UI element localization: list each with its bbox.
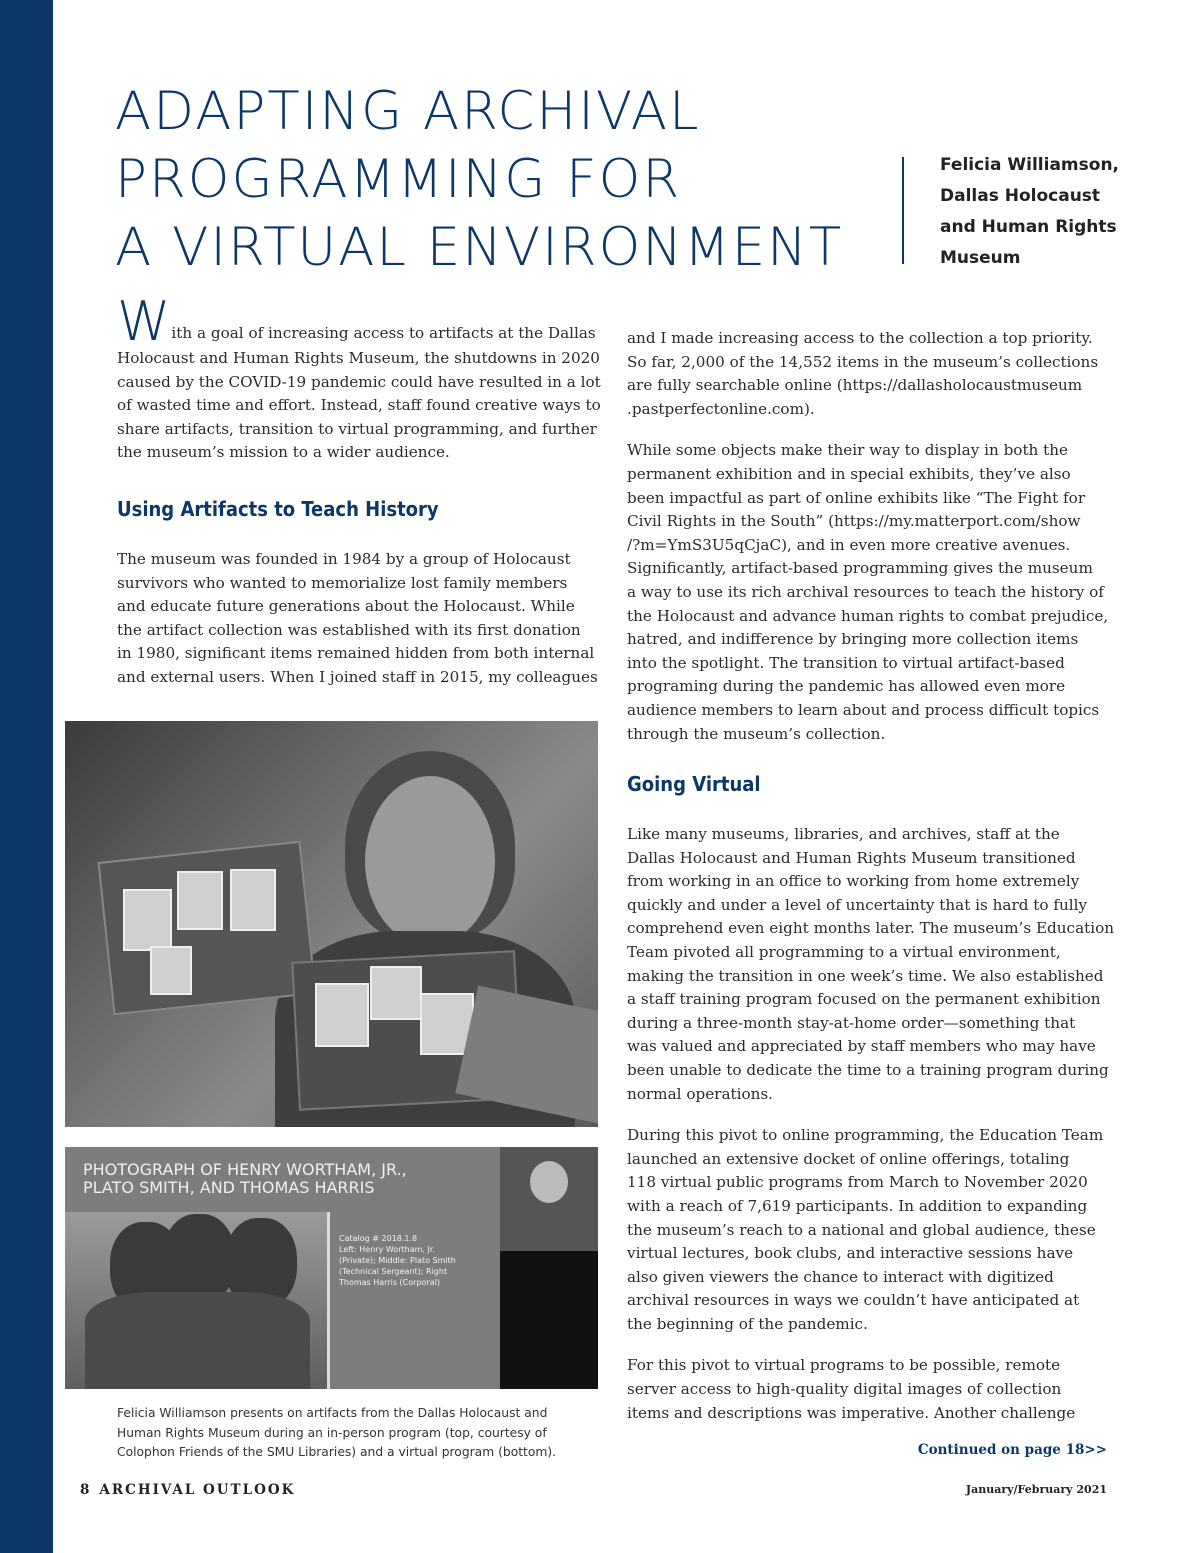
- right-column-lower: [627, 823, 1115, 1443]
- virtual-program-screenshot: [65, 1147, 598, 1389]
- text-line: with a reach of 7,619 participants. In addition to expanding: [627, 1196, 1088, 1215]
- text-line: normal operations.: [627, 1084, 774, 1103]
- title-divider: [902, 157, 904, 264]
- text-line: Dallas Holocaust and Human Rights Museum transitioned: [627, 848, 1076, 867]
- publication-name: ARCHIVAL OUTLOOK: [99, 1482, 296, 1498]
- in-person-program-photo: [65, 721, 598, 1127]
- text-line: the artifact collection was established with its first donation: [117, 620, 581, 639]
- slide-title: [83, 1161, 407, 1197]
- section-heading-going-virtual: Going Virtual: [627, 772, 761, 796]
- text-line: Team pivoted all programming to a virtual environment,: [627, 942, 1061, 961]
- text-line: hatred, and indifference by bringing more collection items: [627, 630, 1079, 649]
- figure-caption: Felicia Williamson presents on artifacts from the Dallas Holocaust and Human Rights Museum during an in-person program (top, courtesy of Colophon Friends of the SMU Libraries) and a virtual program (bottom).: [117, 1406, 557, 1459]
- text-line: been unable to dedicate the time to a training program during: [627, 1060, 1109, 1079]
- text-line: from working in an office to working from home extremely: [627, 872, 1080, 891]
- text-line: comprehend even eight months later. The museum’s Education: [627, 919, 1115, 938]
- text-line: are fully searchable online (https://dallasholocaustmuseum: [627, 376, 1083, 395]
- text-line: virtual lectures, book clubs, and interactive sessions have: [627, 1244, 1074, 1263]
- text-line: archival resources in ways we couldn’t have anticipated at: [627, 1291, 1080, 1310]
- text-line: also given viewers the chance to interact with digitized: [627, 1267, 1054, 1286]
- programs-paragraph: [627, 1124, 1107, 1336]
- text-line: caused by the COVID-19 pandemic could have resulted in a lot: [117, 372, 601, 391]
- text-line: 118 virtual public programs from March to November 2020: [627, 1173, 1088, 1192]
- left-column-para2: [117, 548, 602, 708]
- right-column: [627, 327, 1107, 764]
- text-line: been impactful as part of online exhibits like “The Fight for: [627, 488, 1086, 507]
- text-line: The museum was founded in 1984 by a group of Holocaust: [117, 550, 571, 568]
- byline-line: Felicia Williamson,: [940, 155, 1120, 175]
- text-line: quickly and under a level of uncertainty that is hard to fully: [627, 895, 1088, 914]
- text-line: of wasted time and effort. Instead, staff found creative ways to: [117, 396, 601, 415]
- text-line: into the spotlight. The transition to virtual artifact-based: [627, 653, 1065, 672]
- text-line: programing during the pandemic has allowed even more: [627, 677, 1066, 696]
- text-line: server access to high-quality digital images of collection: [627, 1380, 1062, 1399]
- text-line: in 1980, significant items remained hidden from both internal: [117, 644, 595, 663]
- page-number: 8: [80, 1482, 92, 1498]
- title-line: PROGRAMMING FOR: [115, 149, 682, 210]
- text-line: So far, 2,000 of the 14,552 items in the museum’s collections: [627, 352, 1099, 371]
- intro-paragraph: [117, 290, 602, 465]
- text-line: Holocaust and Human Rights Museum, the shutdowns in 2020: [117, 349, 600, 367]
- text-line: the beginning of the pandemic.: [627, 1314, 868, 1333]
- section-heading-artifacts: Using Artifacts to Teach History: [117, 497, 439, 521]
- text-line: through the museum’s collection.: [627, 724, 886, 743]
- text-line: permanent exhibition and in special exhibits, they’ve also: [627, 464, 1071, 483]
- text-line: Like many museums, libraries, and archives, staff at the: [627, 825, 1060, 843]
- intro-first-line-text: ith a goal of increasing access to artifacts at the Dallas: [171, 324, 596, 342]
- text-line: a way to use its rich archival resources to teach the history of: [627, 582, 1104, 601]
- text-line: launched an extensive docket of online offerings, totaling: [627, 1149, 1070, 1168]
- transition-paragraph: [627, 823, 1115, 1106]
- soldiers-photograph: [65, 1212, 330, 1389]
- text-line: /?m=YmS3U5qCjaC), and in even more creative avenues.: [627, 535, 1071, 554]
- text-line: During this pivot to online programming, the Education Team: [627, 1126, 1104, 1145]
- title-line: A VIRTUAL ENVIRONMENT: [115, 217, 844, 278]
- slide-catalog-caption: Catalog # 2018.1.8 Left: Henry Wortham, Jr. (Private); Middle: Plato Smith (Technical Sergeant); Right Thomas Harris (Corporal): [339, 1234, 456, 1287]
- text-line: and educate future generations about the Holocaust. While: [117, 597, 575, 616]
- author-byline: [940, 150, 1140, 274]
- text-line: the museum’s mission to a wider audience.: [117, 443, 450, 462]
- article-title: [115, 78, 895, 282]
- text-line: survivors who wanted to memorialize lost family members: [117, 573, 568, 592]
- title-line: ADAPTING ARCHIVAL: [115, 81, 701, 142]
- webcam-dark-panel: [500, 1251, 598, 1389]
- text-line: and I made increasing access to the collection a top priority.: [627, 329, 1093, 347]
- text-line: While some objects make their way to display in both the: [627, 441, 1069, 460]
- footer-issue-date: January/February 2021: [965, 1483, 1107, 1496]
- text-line: was valued and appreciated by staff members who may have: [627, 1037, 1096, 1056]
- intro-first-line: [117, 290, 602, 353]
- byline-line: Dallas Holocaust: [940, 186, 1101, 206]
- left-color-band: [0, 0, 53, 1553]
- exhibits-paragraph: [627, 439, 1107, 746]
- drop-cap: W: [117, 290, 171, 353]
- left-column: [117, 290, 602, 483]
- text-line: .pastperfectonline.com).: [627, 399, 815, 418]
- access-paragraph: [627, 327, 1107, 421]
- text-line: during a three-month stay-at-home order—something that: [627, 1013, 1076, 1032]
- history-paragraph: [117, 548, 602, 690]
- byline-line: Museum: [940, 248, 1021, 268]
- slide-title-line: PLATO SMITH, AND THOMAS HARRIS: [83, 1178, 375, 1197]
- text-line: and external users. When I joined staff in 2015, my colleagues: [117, 667, 598, 686]
- text-line: the museum’s reach to a national and global audience, these: [627, 1220, 1096, 1239]
- text-line: making the transition in one week’s time. We also established: [627, 966, 1104, 985]
- slide-title-line: PHOTOGRAPH OF HENRY WORTHAM, JR.,: [83, 1160, 407, 1179]
- footer-publication: [80, 1482, 295, 1498]
- text-line: For this pivot to virtual programs to be possible, remote: [627, 1356, 1061, 1375]
- byline-line: and Human Rights: [940, 217, 1117, 237]
- text-line: audience members to learn about and process difficult topics: [627, 700, 1100, 719]
- text-line: Significantly, artifact-based programming gives the museum: [627, 559, 1093, 578]
- server-access-paragraph: [627, 1354, 1107, 1425]
- text-line: Civil Rights in the South” (https://my.matterport.com/show: [627, 512, 1081, 531]
- text-line: items and descriptions was imperative. Another challenge: [627, 1403, 1076, 1422]
- text-line: a staff training program focused on the permanent exhibition: [627, 990, 1101, 1009]
- text-line: the Holocaust and advance human rights to combat prejudice,: [627, 606, 1109, 625]
- text-line: share artifacts, transition to virtual programming, and further: [117, 419, 597, 438]
- continued-link[interactable]: Continued on page 18>>: [917, 1442, 1107, 1458]
